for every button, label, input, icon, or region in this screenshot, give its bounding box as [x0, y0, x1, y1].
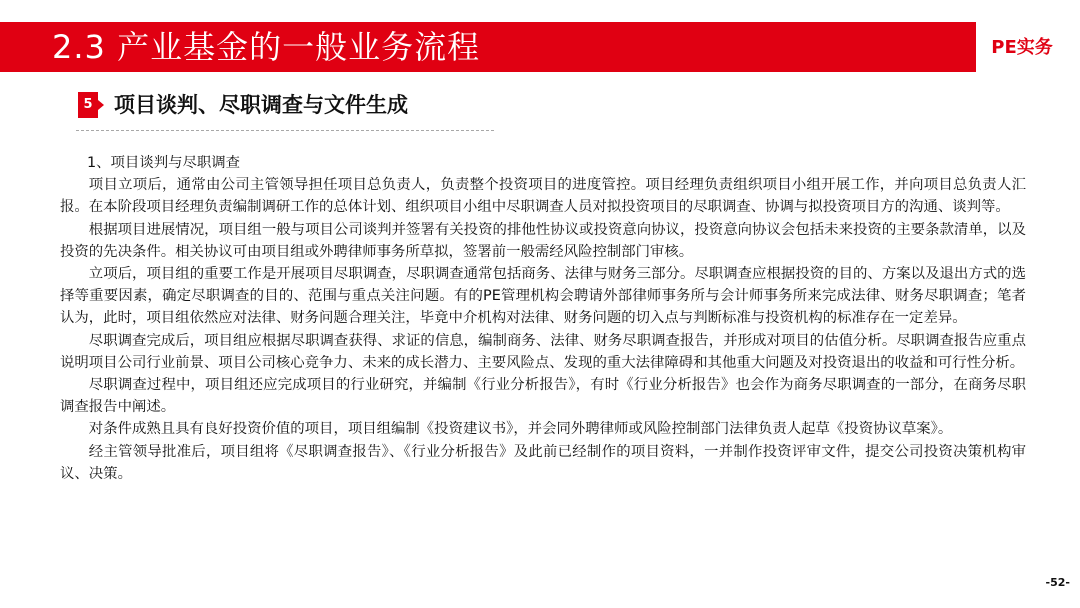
paragraph: 项目立项后，通常由公司主管领导担任项目总负责人，负责整个投资项目的进度管控。项目经理负责组织项目小组开展工作，并向项目总负责人汇报。在本阶段项目经理负责编制调研工作的总体计划、组织项目小组中尽职调查人员对拟投资项目的尽职调查、协调与拟投资项目方的沟通、谈判等。: [60, 177, 1026, 216]
paragraph: 尽职调查过程中，项目组还应完成项目的行业研究，并编制《行业分析报告》，有时《行业分析报告》也会作为商务尽职调查的一部分，在商务尽职调查报告中阐述。: [60, 377, 1026, 416]
subsection-heading: 1、项目谈判与尽职调查: [87, 155, 241, 171]
section-number-badge: 5: [78, 92, 98, 118]
paragraph: 尽职调查完成后，项目组应根据尽职调查获得、求证的信息，编制商务、法律、财务尽职调查报告，并形成对项目的估值分析。尽职调查报告应重点说明项目公司行业前景、项目公司核心竞争力、未来的成长潜力、主要风险点、发现的重大法律障碍和其他重大问题及对投资退出的收益和可行性分析。: [60, 332, 1026, 371]
section-divider: [76, 130, 494, 131]
title-bar: [0, 22, 976, 72]
pe-logo: PE实务: [991, 37, 1053, 58]
paragraph: 根据项目进展情况，项目组一般与项目公司谈判并签署有关投资的排他性协议或投资意向协议，投资意向协议会包括未来投资的主要条款清单，以及投资的先决条件。相关协议可由项目组或外聘律师事务所草拟，签署前一般需经风险控制部门审核。: [60, 221, 1026, 260]
page-number: -52-: [1045, 576, 1070, 589]
page-title: 2.3 产业基金的一般业务流程: [52, 28, 481, 66]
body-text: [60, 152, 1026, 485]
paragraph: 经主管领导批准后，项目组将《尽职调查报告》、《行业分析报告》及此前已经制作的项目资料，一并制作投资评审文件，提交公司投资决策机构审议、决策。: [60, 443, 1026, 482]
section-title: 项目谈判、尽职调查与文件生成: [114, 93, 408, 117]
paragraph: 对条件成熟且具有良好投资价值的项目，项目组编制《投资建议书》，并会同外聘律师或风险控制部门法律负责人起草《投资协议草案》。: [88, 421, 953, 438]
paragraph: 立项后，项目组的重要工作是开展项目尽职调查，尽职调查通常包括商务、法律与财务三部分。尽职调查应根据投资的目的、方案以及退出方式的选择等重要因素，确定尽职调查的目的、范围与重点关注问题。有的PE管理机构会聘请外部律师事务所与会计师事务所来完成法律、财务尽职调查；笔者认为，此时，项目组依然应对法律、财务问题合理关注，毕竟中介机构对法律、财务问题的切入点与判断标准与投资机构的标准存在一定差异。: [60, 266, 1026, 327]
